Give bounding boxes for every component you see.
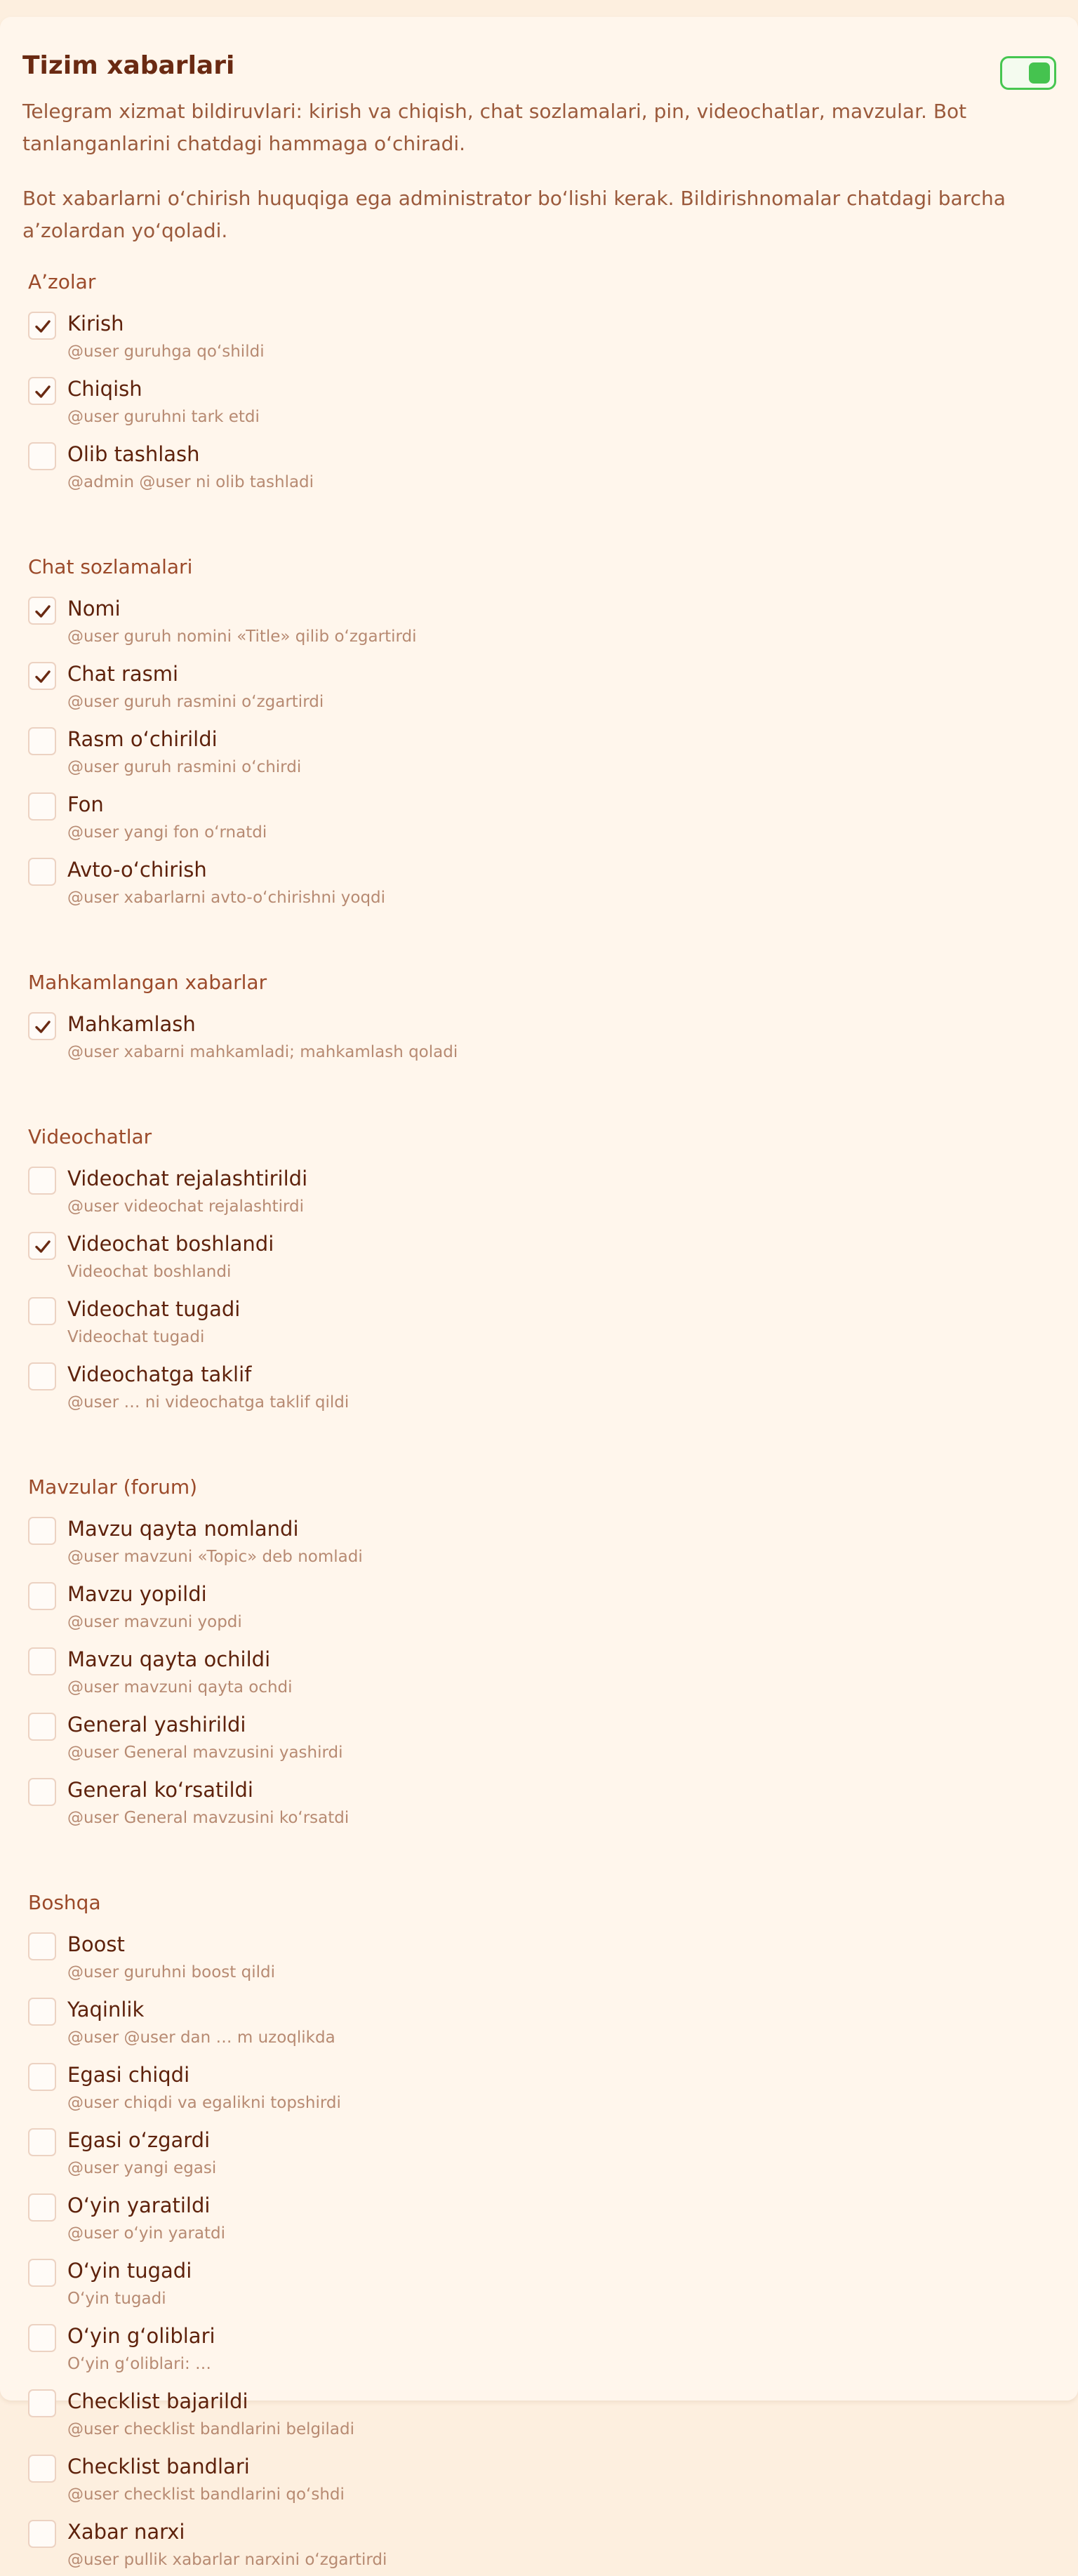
setting-item-description: @user … ni videochatga taklif qildi xyxy=(67,1393,350,1412)
setting-item-label: Nomi xyxy=(67,597,121,620)
setting-item[interactable] xyxy=(28,1362,1011,1419)
setting-item-description: Videochat boshlandi xyxy=(67,1263,232,1281)
check-icon xyxy=(34,1018,52,1036)
system-messages-panel xyxy=(0,17,1078,2569)
setting-item-label: Chat rasmi xyxy=(67,662,179,686)
setting-item[interactable] xyxy=(28,377,1011,433)
setting-item-description: @user checklist bandlarini belgiladi xyxy=(67,2420,354,2438)
checkbox[interactable] xyxy=(28,662,56,690)
setting-item[interactable] xyxy=(28,1582,1011,1638)
setting-item[interactable] xyxy=(28,2193,1011,2250)
checkbox[interactable] xyxy=(28,2193,56,2222)
setting-item-label: Videochat boshlandi xyxy=(67,1232,274,1256)
setting-item-description: @user guruh nomini «Title» qilib oʻzgartirdi xyxy=(67,628,417,646)
checkbox[interactable] xyxy=(28,2128,56,2156)
setting-item[interactable] xyxy=(28,2389,1011,2445)
setting-item-description: @user oʻyin yaratdi xyxy=(67,2224,226,2243)
setting-item-description: @user xabarlarni avto-oʻchirishni yoqdi xyxy=(67,889,386,907)
checkbox[interactable] xyxy=(28,1297,56,1325)
checkbox[interactable] xyxy=(28,858,56,886)
checkbox[interactable] xyxy=(28,1778,56,1806)
check-icon xyxy=(34,317,52,336)
setting-item-label: Egasi oʻzgardi xyxy=(67,2128,211,2152)
checkbox[interactable] xyxy=(28,792,56,821)
setting-item-description: @user mavzuni «Topic» deb nomladi xyxy=(67,1548,363,1566)
setting-item-description: @user yangi fon oʻrnatdi xyxy=(67,823,267,842)
setting-item[interactable] xyxy=(28,2063,1011,2119)
setting-item[interactable] xyxy=(28,1778,1011,1834)
setting-item-label: Rasm oʻchirildi xyxy=(67,727,218,751)
setting-item[interactable] xyxy=(28,1647,1011,1704)
setting-item-label: Xabar narxi xyxy=(67,2520,185,2544)
description-primary: Telegram xizmat bildiruvlari: kirish va chiqish, chat sozlamalari, pin, videochatlar, mavzular. Bot tanlanganlarini chatdagi hammaga oʻchiradi. xyxy=(22,100,967,155)
setting-item[interactable] xyxy=(28,727,1011,783)
setting-item-label: General koʻrsatildi xyxy=(67,1778,253,1802)
checkbox[interactable] xyxy=(28,727,56,755)
setting-item-description: @user xabarni mahkamladi; mahkamlash qoladi xyxy=(67,1043,458,1061)
setting-item-label: Checklist bandlari xyxy=(67,2455,250,2478)
section-header-members: Aʼzolar xyxy=(28,270,96,293)
setting-item-label: Chiqish xyxy=(67,377,142,401)
checkbox[interactable] xyxy=(28,2455,56,2483)
checkbox[interactable] xyxy=(28,2389,56,2417)
section-header-videochats: Videochatlar xyxy=(28,1125,152,1148)
check-icon xyxy=(34,668,52,686)
checkbox[interactable] xyxy=(28,2259,56,2287)
setting-item-label: Videochat tugadi xyxy=(67,1297,241,1321)
setting-item-description: @user guruh rasmini oʻzgartirdi xyxy=(67,693,324,711)
checkbox[interactable] xyxy=(28,377,56,405)
setting-item-label: Oʻyin yaratildi xyxy=(67,2193,211,2217)
setting-item-description: @user yangi egasi xyxy=(67,2159,217,2177)
setting-item[interactable] xyxy=(28,1297,1011,1353)
section-header-forum: Mavzular (forum) xyxy=(28,1475,198,1499)
setting-item-label: Oʻyin tugadi xyxy=(67,2259,192,2283)
setting-item-label: Avto-oʻchirish xyxy=(67,858,207,882)
checkbox[interactable] xyxy=(28,1647,56,1675)
page-title: Tizim xabarlari xyxy=(22,51,235,80)
setting-item-description: @user videochat rejalashtirdi xyxy=(67,1197,305,1216)
setting-item[interactable] xyxy=(28,1713,1011,1769)
setting-item-label: Boost xyxy=(67,1932,125,1956)
setting-item-label: General yashirildi xyxy=(67,1713,246,1737)
section-header-other: Boshqa xyxy=(28,1891,101,1914)
setting-item[interactable] xyxy=(28,2520,1011,2576)
setting-item-description: @user General mavzusini yashirdi xyxy=(67,1744,343,1762)
checkbox[interactable] xyxy=(28,1517,56,1545)
setting-item-description: @admin @user ni olib tashladi xyxy=(67,473,314,491)
setting-item-description: @user mavzuni yopdi xyxy=(67,1613,242,1631)
setting-item-label: Checklist bajarildi xyxy=(67,2389,248,2413)
checkbox[interactable] xyxy=(28,312,56,340)
check-icon xyxy=(34,602,52,620)
setting-item-description: @user chiqdi va egalikni topshirdi xyxy=(67,2094,341,2112)
system-messages-toggle[interactable] xyxy=(1000,56,1056,90)
setting-item[interactable] xyxy=(28,2455,1011,2511)
setting-item-description: Oʻyin tugadi xyxy=(67,2290,166,2308)
setting-item-label: Mavzu yopildi xyxy=(67,1582,207,1606)
setting-item-description: @user @user dan … m uzoqlikda xyxy=(67,2029,335,2047)
setting-item[interactable] xyxy=(28,312,1011,368)
description-secondary: Bot xabarlarni oʻchirish huquqiga ega administrator boʻlishi kerak. Bildirishnomalar chatdagi barcha aʼzolardan yoʻqoladi. xyxy=(22,187,1006,242)
checkbox[interactable] xyxy=(28,1932,56,1960)
setting-item[interactable] xyxy=(28,2259,1011,2315)
setting-item[interactable] xyxy=(28,2128,1011,2184)
section-header-chat-settings: Chat sozlamalari xyxy=(28,555,193,578)
checkbox[interactable] xyxy=(28,442,56,470)
setting-item[interactable] xyxy=(28,662,1011,718)
setting-item-label: Fon xyxy=(67,792,104,816)
setting-item[interactable] xyxy=(28,1932,1011,1989)
setting-item-label: Mavzu qayta ochildi xyxy=(67,1647,271,1671)
setting-item[interactable] xyxy=(28,1232,1011,1288)
setting-item-label: Mahkamlash xyxy=(67,1012,196,1036)
checkbox[interactable] xyxy=(28,597,56,625)
checkbox[interactable] xyxy=(28,2324,56,2352)
setting-item-description: Oʻyin gʻoliblari: … xyxy=(67,2355,212,2373)
checkbox[interactable] xyxy=(28,1012,56,1040)
checkbox[interactable] xyxy=(28,1167,56,1195)
setting-item-description: @user guruhga qoʻshildi xyxy=(67,343,265,361)
setting-item[interactable] xyxy=(28,792,1011,849)
checkbox[interactable] xyxy=(28,1582,56,1610)
checkbox[interactable] xyxy=(28,1713,56,1741)
setting-item[interactable] xyxy=(28,858,1011,914)
setting-item-description: @user guruhni tark etdi xyxy=(67,408,260,426)
setting-item-description: @user checklist bandlarini qoʻshdi xyxy=(67,2485,345,2504)
setting-item-label: Mavzu qayta nomlandi xyxy=(67,1517,299,1541)
toggle-knob xyxy=(1029,62,1050,84)
setting-item-label: Kirish xyxy=(67,312,124,336)
checkbox[interactable] xyxy=(28,1232,56,1260)
check-icon xyxy=(34,1237,52,1256)
setting-item-description: @user General mavzusini koʻrsatdi xyxy=(67,1809,350,1827)
setting-item-description: @user mavzuni qayta ochdi xyxy=(67,1678,293,1697)
checkbox[interactable] xyxy=(28,1998,56,2026)
setting-item[interactable] xyxy=(28,1012,1011,1068)
setting-item[interactable] xyxy=(28,1167,1011,1223)
setting-item-description: @user guruh rasmini oʻchirdi xyxy=(67,758,302,776)
setting-item-description: @user guruhni boost qildi xyxy=(67,1963,275,1981)
setting-item-label: Videochat rejalashtirildi xyxy=(67,1167,308,1190)
setting-item[interactable] xyxy=(28,1998,1011,2054)
setting-item[interactable] xyxy=(28,442,1011,498)
checkbox[interactable] xyxy=(28,2520,56,2548)
setting-item[interactable] xyxy=(28,597,1011,653)
setting-item-label: Egasi chiqdi xyxy=(67,2063,190,2087)
checkbox[interactable] xyxy=(28,2063,56,2091)
check-icon xyxy=(34,383,52,401)
setting-item-description: Videochat tugadi xyxy=(67,1328,205,1346)
setting-item[interactable] xyxy=(28,2324,1011,2380)
setting-item-label: Yaqinlik xyxy=(67,1998,145,2021)
setting-item-label: Videochatga taklif xyxy=(67,1362,252,1386)
checkbox[interactable] xyxy=(28,1362,56,1390)
setting-item-label: Oʻyin gʻoliblari xyxy=(67,2324,215,2348)
setting-item-label: Olib tashlash xyxy=(67,442,200,466)
setting-item[interactable] xyxy=(28,1517,1011,1573)
section-header-pinned: Mahkamlangan xabarlar xyxy=(28,971,267,994)
setting-item-description: @user pullik xabarlar narxini oʻzgartirdi xyxy=(67,2551,387,2569)
